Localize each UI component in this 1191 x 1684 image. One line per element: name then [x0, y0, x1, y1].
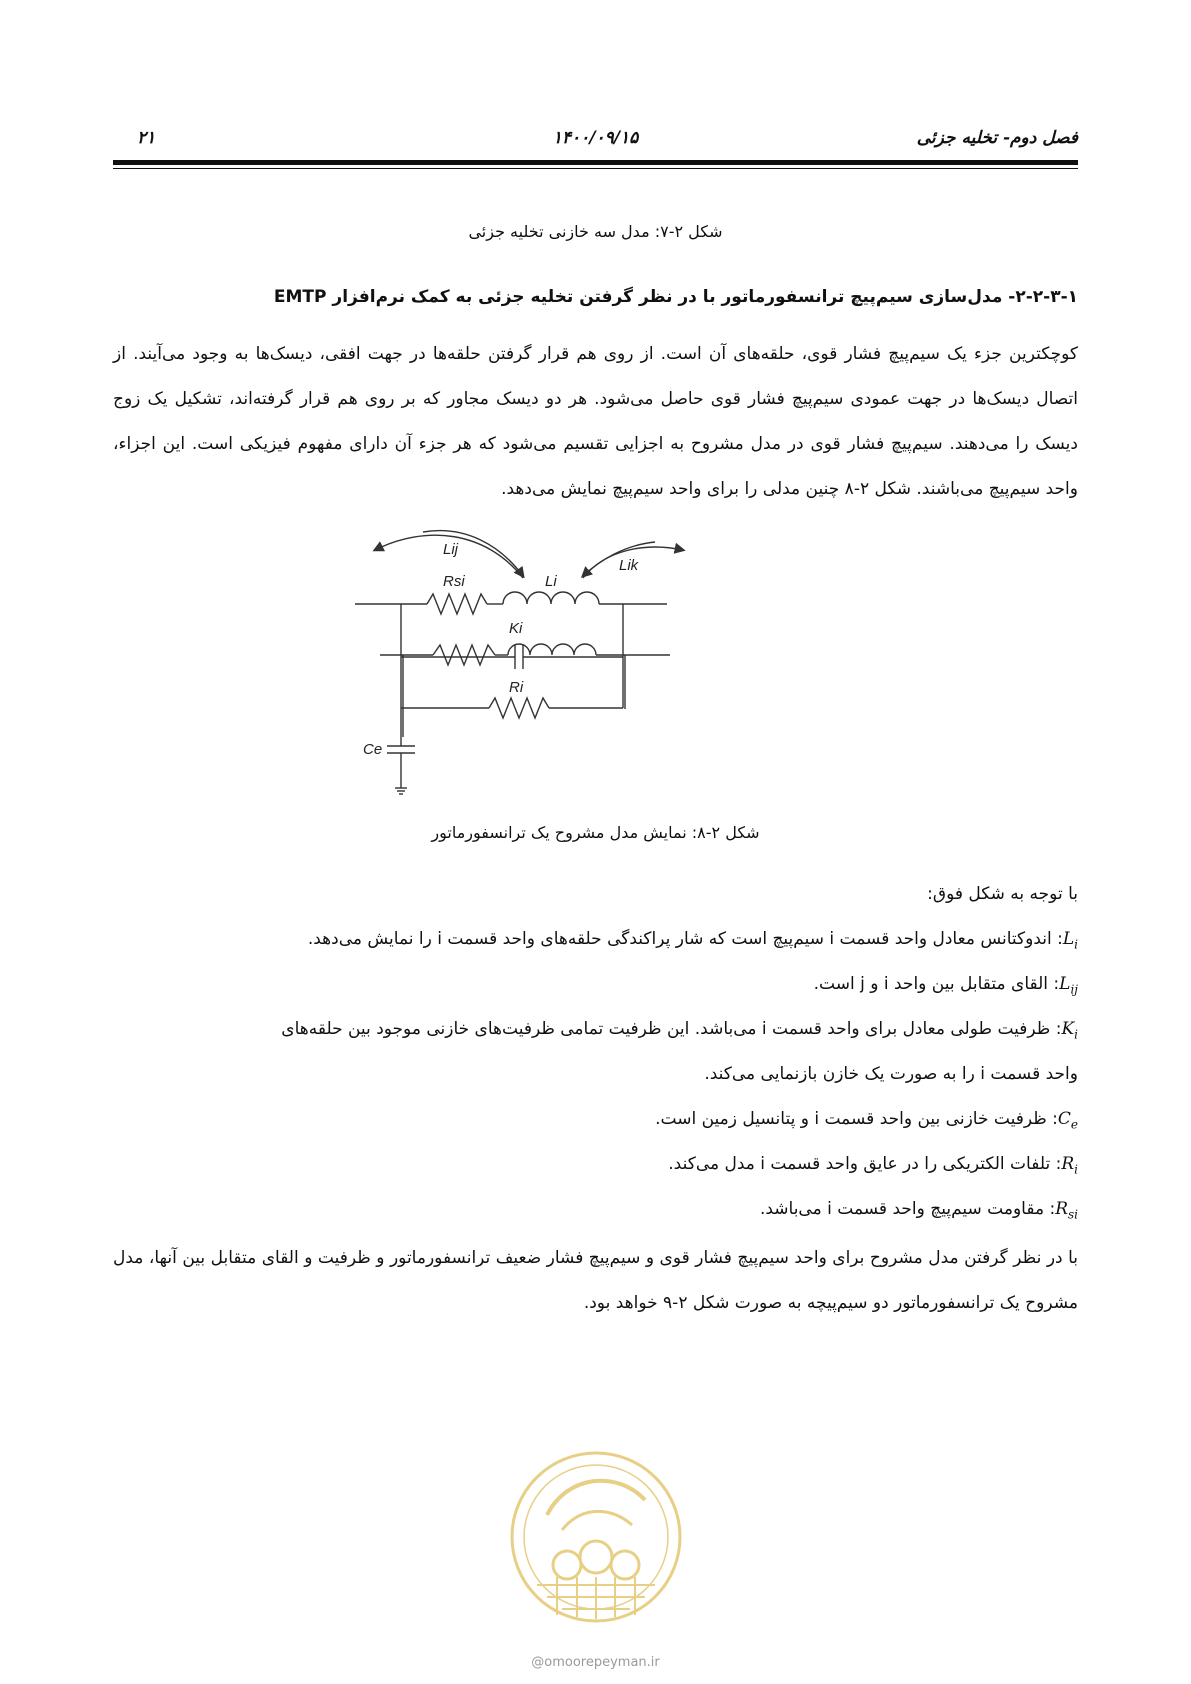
header-rule-thick [113, 160, 1078, 165]
definition-ce: $C_e$: ظرفیت خازنی بین واحد قسمت i و پتانسیل زمین است. [655, 1109, 1078, 1132]
watermark-logo [507, 1445, 685, 1635]
symbol-ki: $K_i$ [1061, 1019, 1078, 1042]
label-ri: Ri [509, 679, 524, 696]
definition-lij: $L_{ij}$: القای متقابل بین واحد i و j است. [813, 974, 1078, 997]
header-rule-thin [113, 168, 1078, 169]
figure-caption-2-7: شکل ۲-۷: مدل سه خازنی تخلیه جزئی [468, 222, 723, 241]
chapter-title: فصل دوم- تخلیه جزئی [916, 128, 1078, 148]
page-header [113, 128, 1078, 152]
definition-ki: $K_i$: ظرفیت طولی معادل برای واحد قسمت i می‌باشد. این ظرفیت تمامی ظرفیت‌های خازنی موجود بین حلقه‌های [281, 1019, 1078, 1042]
label-li: Li [545, 573, 557, 590]
definition-li: $L_i$: اندوکتانس معادل واحد قسمت i سیم‌پیچ است که شار پراکندگی حلقه‌های واحد قسمت i را نمایش می‌دهد. [307, 929, 1078, 952]
header-date: ۱۴۰۰/۰۹/۱۵ [552, 128, 639, 148]
label-rsi: Rsi [443, 573, 465, 590]
paragraph-2: با در نظر گرفتن مدل مشروح برای واحد سیم‌پیچ فشار قوی و سیم‌پیچ فشار ضعیف ترانسفورماتور و ظرفیت و القای متقابل بین آنها، مدل مشروح یک ترانسفورماتور دو سیم‌پیچه به صورت شکل ۲-۹ خواهد بود. [113, 1248, 1078, 1313]
definition-rsi: $R_{si}$: مقاومت سیم‌پیچ واحد قسمت i می‌باشد. [759, 1199, 1078, 1222]
symbol-ri: $R_i$ [1061, 1154, 1078, 1177]
figure-caption-2-8: شکل ۲-۸: نمایش مدل مشروح یک ترانسفورماتور [431, 823, 760, 842]
inductor-li-symbol [503, 592, 599, 604]
section-heading: ۲-۲-۳-۱- مدل‌سازی سیم‌پیچ ترانسفورماتور با در نظر گرفتن تخلیه جزئی به کمک نرم‌افزار EMTP [273, 287, 1078, 307]
winding-unit-circuit [355, 520, 695, 810]
resistor-rsi-symbol [427, 594, 487, 614]
symbol-lij: $L_{ij}$ [1059, 974, 1078, 997]
label-ce: Ce [363, 741, 383, 758]
definition-ki-continued: واحد قسمت i را به صورت یک خازن بازنمایی می‌کند. [704, 1064, 1078, 1084]
paragraph-1: کوچکترین جزء یک سیم‌پیچ فشار قوی، حلقه‌های آن است. از روی هم قرار گرفتن حلقه‌ها در جهت افقی، دیسک‌ها به وجود می‌آیند. از اتصال دیسک‌ها در جهت عمودی سیم‌پیچ فشار قوی حاصل می‌شود. هر دو دیسک مجاور که بر روی هم قرار گرفته‌اند، تشکیل یک زوج دیسک را می‌دهند. سیم‌پیچ فشار قوی در مدل مشروح به اجزایی تقسیم می‌شود که هر جزء آن دارای مفهوم فیزیکی است. این اجزاء، واحد سیم‌پیچ می‌باشند. شکل ۲-۸ چنین مدلی را برای واحد سیم‌پیچ نمایش می‌دهد. [113, 344, 1078, 499]
intro-line: با توجه به شکل فوق: [927, 884, 1078, 904]
logo-gear-left [553, 1551, 581, 1579]
page-number: ۲۱ [137, 128, 156, 148]
arrow-lij-right [423, 531, 523, 576]
label-lij: Lij [443, 541, 459, 558]
resistor-ri-symbol [489, 698, 549, 718]
label-ki: Ki [509, 620, 523, 637]
definition-ri: $R_i$: تلفات الکتریکی را در عایق واحد قسمت i مدل می‌کند. [668, 1154, 1078, 1177]
watermark-url: @omoorepeyman.ir [531, 1655, 660, 1670]
symbol-li: $L_i$ [1062, 929, 1078, 952]
label-lik: Lik [619, 557, 639, 574]
logo-gear-center [580, 1541, 612, 1573]
logo-calligraphy [547, 1481, 645, 1515]
symbol-rsi: $R_{si}$ [1055, 1199, 1078, 1222]
logo-gear-right [611, 1551, 639, 1579]
symbol-ce: $C_e$ [1057, 1109, 1078, 1132]
